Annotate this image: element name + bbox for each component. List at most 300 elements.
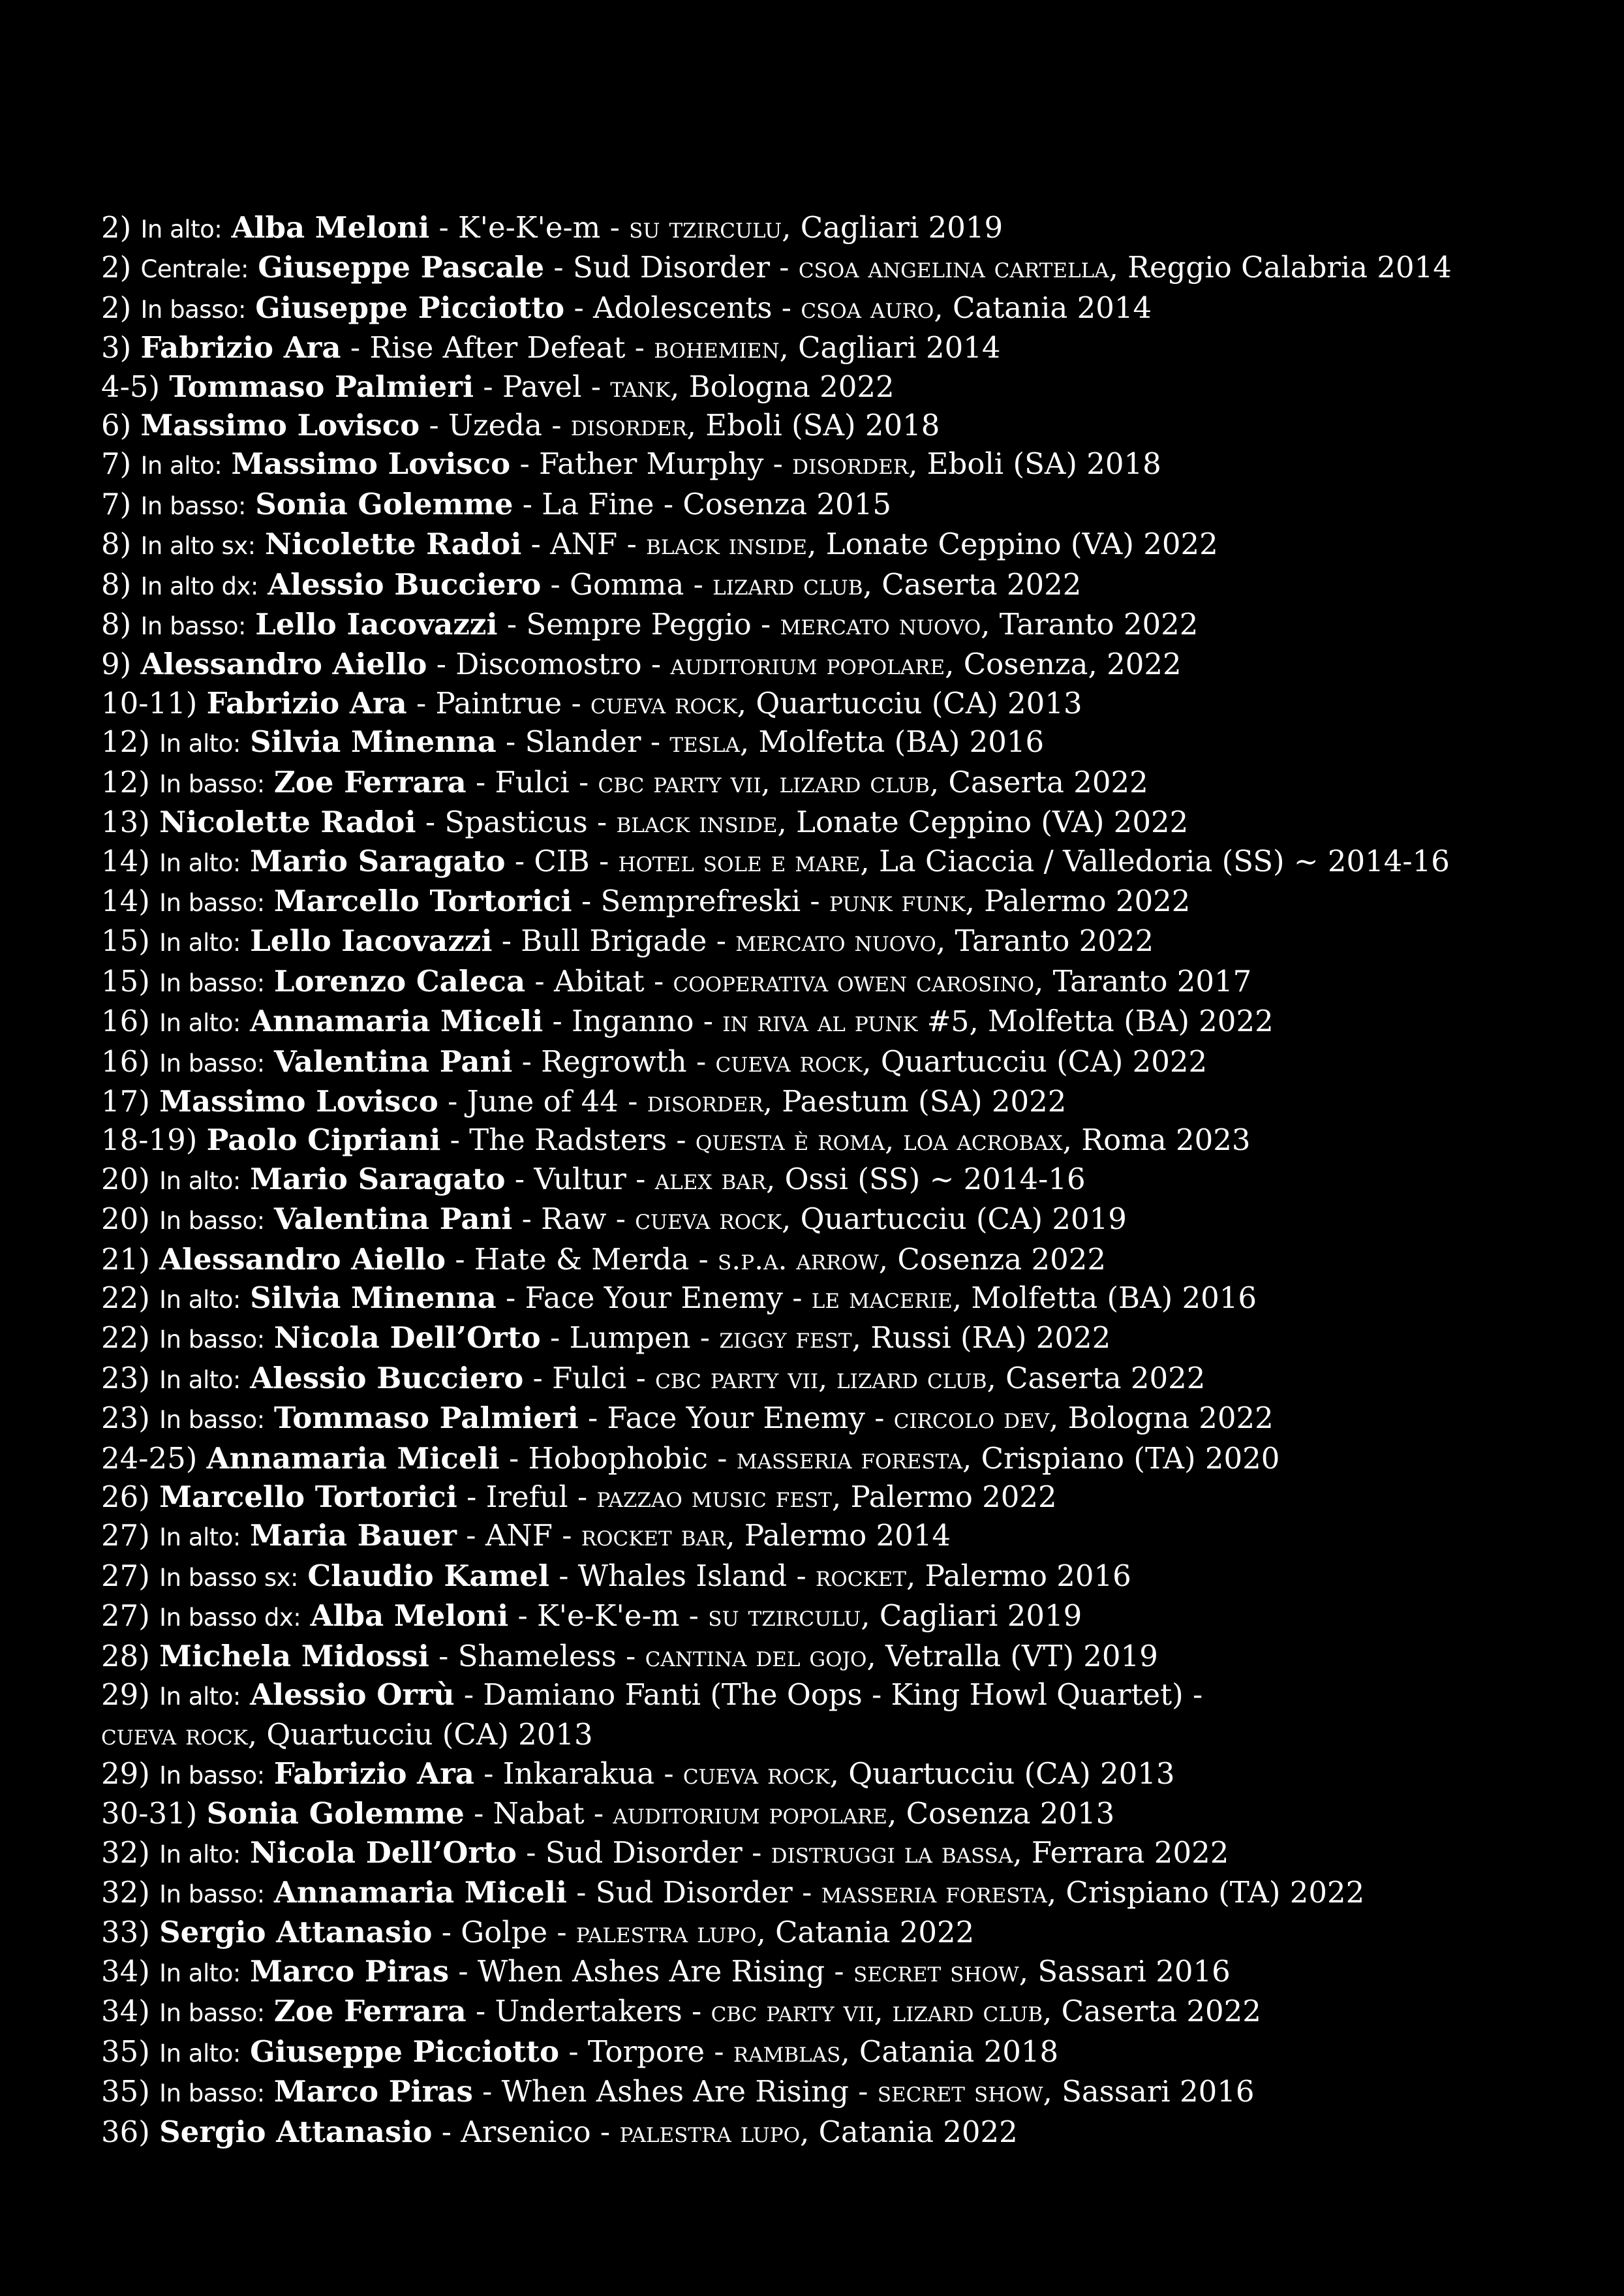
band-name: Sempre Peggio bbox=[526, 607, 752, 642]
credit-number: 27) bbox=[101, 1558, 150, 1593]
credit-number: 8) bbox=[101, 527, 132, 562]
venue-name: black inside bbox=[646, 528, 808, 562]
credit-number: 12) bbox=[101, 764, 150, 799]
band-name: Abitat bbox=[553, 963, 645, 999]
place-year: Roma 2023 bbox=[1081, 1123, 1251, 1158]
band-name: Ireful bbox=[485, 1480, 568, 1514]
credit-line: 12) In basso: Zoe Ferrara - Fulci - cbc party vii, lizard club, Caserta 2022 bbox=[101, 764, 1148, 799]
credit-position: In alto: bbox=[159, 929, 241, 957]
venue-name: csoa angelina cartella bbox=[798, 251, 1109, 285]
place-year: Molfetta (BA) 2022 bbox=[988, 1004, 1274, 1039]
credit-position: In basso: bbox=[159, 1880, 265, 1909]
band-name: Hate & Merda bbox=[474, 1241, 690, 1277]
venue-name: cueva rock bbox=[715, 1045, 863, 1079]
band-name: Fulci bbox=[495, 764, 570, 799]
photographer-name: Mario Saragato bbox=[250, 843, 506, 878]
place-year: Caserta 2022 bbox=[881, 566, 1082, 602]
photographer-name: Alessio Bucciero bbox=[268, 566, 542, 602]
band-name: Paintrue bbox=[435, 685, 562, 721]
photographer-name: Fabrizio Ara bbox=[273, 1756, 474, 1791]
photographer-name: Zoe Ferrara bbox=[273, 764, 467, 799]
venue-name: ziggy fest bbox=[719, 1322, 852, 1356]
photographer-name: Fabrizio Ara bbox=[206, 685, 407, 721]
credit-position: In basso: bbox=[159, 2079, 265, 2108]
photographer-name: Nicola Dell’Orto bbox=[273, 1320, 541, 1356]
venue-name: cueva rock bbox=[635, 1203, 782, 1237]
venue-name: csoa auro bbox=[801, 291, 934, 325]
credit-line: 29) In alto: Alessio Orrù - Damiano Fanti (The Oops - King Howl Quartet) - bbox=[101, 1677, 1203, 1713]
band-name: Whales Island bbox=[577, 1558, 788, 1593]
photographer-name: Claudio Kamel bbox=[307, 1558, 549, 1593]
place-year: Vetralla (VT) 2019 bbox=[885, 1638, 1158, 1673]
place-year: Palermo 2016 bbox=[925, 1558, 1131, 1593]
credit-number: 15) bbox=[101, 963, 150, 999]
venue-name: tank bbox=[610, 370, 670, 404]
credit-number: 9) bbox=[101, 647, 132, 682]
photographer-name: Lello Iacovazzi bbox=[250, 923, 493, 959]
venue-name: auditorium popolare bbox=[613, 1797, 888, 1831]
credit-number: 23) bbox=[101, 1401, 150, 1436]
band-name: Face Your Enemy bbox=[607, 1401, 865, 1436]
credit-line: 7) In alto: Massimo Lovisco - Father Murphy - disorder, Eboli (SA) 2018 bbox=[101, 446, 1161, 482]
credit-line: 17) Massimo Lovisco - June of 44 - disorder, Paestum (SA) 2022 bbox=[101, 1083, 1067, 1119]
credit-number: 23) bbox=[101, 1360, 150, 1395]
band-name: La Fine bbox=[542, 486, 654, 521]
place-year: Cosenza 2015 bbox=[682, 486, 891, 521]
credit-number: 33) bbox=[101, 1915, 150, 1950]
credit-number: 32) bbox=[101, 1875, 150, 1910]
place-year: Lonate Ceppino (VA) 2022 bbox=[796, 805, 1189, 840]
credit-line: 7) In basso: Sonia Golemme - La Fine - Cosenza 2015 bbox=[101, 486, 891, 521]
credit-line: 34) In alto: Marco Piras - When Ashes Are Rising - secret show, Sassari 2016 bbox=[101, 1953, 1231, 1989]
credit-position: In alto: bbox=[159, 1166, 241, 1195]
place-year: Ossi (SS) ~ 2014-16 bbox=[784, 1161, 1086, 1196]
band-name: Arsenico bbox=[461, 2114, 591, 2149]
place-year: La Ciaccia / Valledoria (SS) ~ 2014-16 bbox=[879, 843, 1450, 878]
place-year: Caserta 2022 bbox=[948, 764, 1148, 799]
credit-line: 20) In alto: Mario Saragato - Vultur - alex bar, Ossi (SS) ~ 2014-16 bbox=[101, 1161, 1086, 1196]
place-year: Cosenza 2022 bbox=[897, 1241, 1106, 1277]
credit-position: In basso: bbox=[159, 1326, 265, 1354]
band-name: Inganno bbox=[572, 1004, 694, 1039]
band-name: Sud Disorder bbox=[545, 1835, 743, 1870]
photographer-name: Marcello Tortorici bbox=[159, 1480, 457, 1514]
place-year: Lonate Ceppino (VA) 2022 bbox=[825, 527, 1218, 562]
venue-name: black inside bbox=[616, 806, 778, 840]
band-name: Pavel bbox=[502, 369, 582, 404]
credit-number: 7) bbox=[101, 446, 132, 482]
venue-name: palestra lupo bbox=[619, 2115, 800, 2149]
place-year: Eboli (SA) 2018 bbox=[927, 446, 1161, 482]
credit-number: 17) bbox=[101, 1083, 150, 1119]
credit-number: 26) bbox=[101, 1480, 150, 1514]
credit-line: 23) In alto: Alessio Bucciero - Fulci - cbc party vii, lizard club, Caserta 2022 bbox=[101, 1360, 1206, 1395]
credit-line: 23) In basso: Tommaso Palmieri - Face Your Enemy - circolo dev, Bologna 2022 bbox=[101, 1401, 1274, 1436]
credit-line: 22) In alto: Silvia Minenna - Face Your Enemy - le macerie, Molfetta (BA) 2016 bbox=[101, 1280, 1257, 1315]
credit-position: In basso: bbox=[159, 769, 265, 798]
credit-position: In alto: bbox=[159, 1959, 241, 1987]
photographer-name: Annamaria Miceli bbox=[273, 1875, 567, 1910]
band-name: Rise After Defeat bbox=[369, 330, 626, 365]
credit-number: 14) bbox=[101, 843, 150, 878]
photographer-name: Zoe Ferrara bbox=[273, 1994, 467, 2029]
credit-position: Centrale: bbox=[140, 255, 249, 284]
credit-number: 8) bbox=[101, 607, 132, 642]
photographer-name: Mario Saragato bbox=[250, 1161, 506, 1196]
photographer-name: Giuseppe Pascale bbox=[258, 250, 545, 285]
credit-line: 8) In alto sx: Nicolette Radoi - ANF - black inside, Lonate Ceppino (VA) 2022 bbox=[101, 527, 1218, 562]
credit-position: In basso: bbox=[159, 1207, 265, 1235]
photographer-name: Annamaria Miceli bbox=[250, 1004, 544, 1039]
venue-name: su tzirculu bbox=[629, 211, 782, 245]
photographer-name: Lorenzo Caleca bbox=[273, 963, 526, 999]
place-year: Molfetta (BA) 2016 bbox=[758, 724, 1045, 760]
credit-line: 29) In basso: Fabrizio Ara - Inkarakua - cueva rock, Quartucciu (CA) 2013 bbox=[101, 1756, 1175, 1791]
venue-name: questa è roma, loa acrobax bbox=[695, 1124, 1063, 1158]
venue-name: tesla bbox=[669, 726, 740, 760]
credit-line: 27) In basso sx: Claudio Kamel - Whales Island - rocket, Palermo 2016 bbox=[101, 1558, 1131, 1593]
credit-number: 34) bbox=[101, 1994, 150, 2029]
photographer-name: Alba Meloni bbox=[310, 1598, 509, 1634]
credit-position: In alto: bbox=[159, 1009, 241, 1038]
credit-line: 36) Sergio Attanasio - Arsenico - palestra lupo, Catania 2022 bbox=[101, 2114, 1018, 2149]
credit-number: 21) bbox=[101, 1241, 150, 1277]
venue-name: alex bar bbox=[654, 1162, 766, 1196]
venue-name: disorder bbox=[792, 448, 909, 482]
band-name: Torpore bbox=[587, 2034, 705, 2069]
photographer-name: Nicola Dell’Orto bbox=[250, 1835, 517, 1870]
credit-number: 2) bbox=[101, 250, 132, 285]
venue-name: secret show bbox=[877, 2075, 1043, 2109]
credit-line: 8) In basso: Lello Iacovazzi - Sempre Peggio - mercato nuovo, Taranto 2022 bbox=[101, 607, 1199, 642]
credit-number: 30-31) bbox=[101, 1796, 198, 1831]
credit-number: 12) bbox=[101, 724, 150, 760]
band-name: When Ashes Are Rising bbox=[477, 1953, 825, 1989]
venue-name: masseria foresta bbox=[821, 1876, 1047, 1910]
credit-line: 26) Marcello Tortorici - Ireful - pazzao music fest, Palermo 2022 bbox=[101, 1480, 1057, 1514]
venue-name: in riva al punk #5 bbox=[722, 1005, 970, 1039]
credit-number: 28) bbox=[101, 1638, 150, 1673]
venue-name: su tzirculu bbox=[708, 1600, 861, 1634]
credit-number: 27) bbox=[101, 1598, 150, 1634]
credit-position: In basso: bbox=[159, 888, 265, 917]
credit-position: In alto: bbox=[159, 1840, 241, 1869]
place-year: Russi (RA) 2022 bbox=[870, 1320, 1111, 1356]
photographer-name: Valentina Pani bbox=[273, 1202, 513, 1237]
band-name: Bull Brigade bbox=[521, 923, 707, 959]
band-name: Shameless bbox=[457, 1638, 617, 1673]
place-year: Caserta 2022 bbox=[1005, 1360, 1206, 1395]
place-year: Taranto 2022 bbox=[999, 607, 1199, 642]
credit-number: 7) bbox=[101, 486, 132, 521]
place-year: Cosenza 2013 bbox=[906, 1796, 1115, 1831]
venue-name: palestra lupo bbox=[575, 1916, 757, 1950]
place-year: Catania 2018 bbox=[859, 2034, 1059, 2069]
band-name: Adolescents bbox=[592, 290, 773, 325]
band-name: Father Murphy bbox=[539, 446, 764, 482]
credit-number: 20) bbox=[101, 1161, 150, 1196]
credit-position: In alto: bbox=[159, 730, 241, 758]
venue-name: auditorium popolare bbox=[670, 648, 945, 682]
venue-name: distruggi la bassa bbox=[771, 1836, 1013, 1870]
place-year: Molfetta (BA) 2016 bbox=[971, 1280, 1257, 1315]
credit-line: 3) Fabrizio Ara - Rise After Defeat - bohemien, Cagliari 2014 bbox=[101, 330, 1001, 365]
photographer-name: Michela Midossi bbox=[159, 1638, 429, 1673]
venue-name: cueva rock bbox=[590, 687, 737, 721]
credit-line: 35) In basso: Marco Piras - When Ashes Are Rising - secret show, Sassari 2016 bbox=[101, 2074, 1255, 2109]
venue-name: s.p.a. arrow bbox=[718, 1243, 879, 1277]
credit-line: 22) In basso: Nicola Dell’Orto - Lumpen - ziggy fest, Russi (RA) 2022 bbox=[101, 1320, 1111, 1356]
venue-name: lizard club bbox=[712, 568, 863, 602]
credit-line: 14) In alto: Mario Saragato - CIB - hotel sole e mare, La Ciaccia / Valledoria (SS) ~ 2014-16 bbox=[101, 843, 1450, 878]
place-year: Quartucciu (CA) 2013 bbox=[266, 1717, 593, 1752]
place-year: Catania 2022 bbox=[818, 2114, 1018, 2149]
photographer-name: Massimo Lovisco bbox=[159, 1083, 438, 1119]
place-year: Eboli (SA) 2018 bbox=[705, 408, 940, 443]
credit-position: In alto: bbox=[140, 215, 222, 243]
credit-position: In basso: bbox=[159, 1999, 265, 2028]
photographer-name: Marco Piras bbox=[273, 2074, 473, 2109]
place-year: Cosenza, 2022 bbox=[963, 647, 1182, 682]
band-name: Discomostro bbox=[455, 647, 642, 682]
venue-name: rocket bar bbox=[581, 1519, 726, 1553]
photographer-name: Silvia Minenna bbox=[250, 1280, 497, 1315]
credit-number: 15) bbox=[101, 923, 150, 959]
credit-number: 3) bbox=[101, 330, 132, 365]
credit-position: In basso: bbox=[140, 612, 246, 641]
credit-line: 13) Nicolette Radoi - Spasticus - black inside, Lonate Ceppino (VA) 2022 bbox=[101, 805, 1189, 840]
credit-number: 35) bbox=[101, 2034, 150, 2069]
credit-position: In basso sx: bbox=[159, 1563, 299, 1592]
place-year: Sassari 2016 bbox=[1037, 1953, 1231, 1989]
photographer-name: Annamaria Miceli bbox=[206, 1440, 500, 1476]
credit-line: 27) In basso dx: Alba Meloni - K'e-K'e-m - su tzirculu, Cagliari 2019 bbox=[101, 1598, 1082, 1634]
band-name: Spasticus bbox=[444, 805, 588, 840]
photographer-name: Tommaso Palmieri bbox=[169, 369, 474, 404]
photographer-name: Nicolette Radoi bbox=[159, 805, 416, 840]
credit-line: 20) In basso: Valentina Pani - Raw - cueva rock, Quartucciu (CA) 2019 bbox=[101, 1202, 1127, 1237]
band-name: Semprefreski bbox=[600, 883, 801, 918]
credit-line: 28) Michela Midossi - Shameless - cantina del gojo, Vetralla (VT) 2019 bbox=[101, 1638, 1158, 1673]
credit-line: 12) In alto: Silvia Minenna - Slander - tesla, Molfetta (BA) 2016 bbox=[101, 724, 1045, 760]
credit-line: 21) Alessandro Aiello - Hate & Merda - s.p.a. arrow, Cosenza 2022 bbox=[101, 1241, 1106, 1277]
venue-name: rocket bbox=[816, 1559, 906, 1593]
credit-number: 24-25) bbox=[101, 1440, 198, 1476]
credit-number: 8) bbox=[101, 566, 132, 602]
photographer-name: Silvia Minenna bbox=[250, 724, 497, 760]
credit-position: In alto: bbox=[159, 1523, 241, 1552]
credit-line: 2) Centrale: Giuseppe Pascale - Sud Disorder - csoa angelina cartella, Reggio Calabria 2014 bbox=[101, 250, 1452, 285]
place-year: Quartucciu (CA) 2013 bbox=[848, 1756, 1175, 1791]
band-name: Vultur bbox=[534, 1161, 626, 1196]
credit-position: In alto: bbox=[159, 1683, 241, 1711]
band-name: Inkarakua bbox=[502, 1756, 655, 1791]
band-name: Nabat bbox=[493, 1796, 585, 1831]
photographer-name: Marcello Tortorici bbox=[273, 883, 572, 918]
venue-name: disorder bbox=[570, 409, 687, 443]
band-name: Lumpen bbox=[569, 1320, 691, 1356]
credit-number: 29) bbox=[101, 1677, 150, 1713]
photographer-name: Marco Piras bbox=[250, 1953, 450, 1989]
band-name: Sud Disorder bbox=[572, 250, 770, 285]
credit-position: In basso dx: bbox=[159, 1604, 301, 1632]
credit-number: 22) bbox=[101, 1280, 150, 1315]
band-name: K'e-K'e-m bbox=[537, 1598, 680, 1634]
venue-name: le macerie bbox=[811, 1281, 953, 1315]
place-year: Crispiano (TA) 2022 bbox=[1065, 1875, 1365, 1910]
credit-position: In alto: bbox=[159, 1285, 241, 1314]
photographer-name: Sonia Golemme bbox=[255, 486, 513, 521]
credit-line: 8) In alto dx: Alessio Bucciero - Gomma - lizard club, Caserta 2022 bbox=[101, 566, 1082, 602]
photographer-name: Alessandro Aiello bbox=[140, 647, 427, 682]
photographer-name: Giuseppe Picciotto bbox=[255, 290, 565, 325]
credit-line: 32) In alto: Nicola Dell’Orto - Sud Disorder - distruggi la bassa, Ferrara 2022 bbox=[101, 1835, 1229, 1870]
credit-position: In basso: bbox=[159, 1049, 265, 1078]
credit-number: 36) bbox=[101, 2114, 150, 2149]
venue-name: cueva rock bbox=[101, 1718, 248, 1752]
place-year: Cagliari 2014 bbox=[798, 330, 1001, 365]
place-year: Catania 2022 bbox=[775, 1915, 975, 1950]
venue-name: mercato nuovo bbox=[735, 925, 936, 959]
credit-line: 14) In basso: Marcello Tortorici - Semprefreski - punk funk, Palermo 2022 bbox=[101, 883, 1191, 918]
credit-line: 30-31) Sonia Golemme - Nabat - auditorium popolare, Cosenza 2013 bbox=[101, 1796, 1115, 1831]
venue-name: disorder bbox=[647, 1085, 763, 1119]
credit-line: 32) In basso: Annamaria Miceli - Sud Disorder - masseria foresta, Crispiano (TA) 2022 bbox=[101, 1875, 1365, 1910]
photographer-name: Sergio Attanasio bbox=[159, 1915, 433, 1950]
band-name: Sud Disorder bbox=[595, 1875, 793, 1910]
band-name: Fulci bbox=[552, 1360, 627, 1395]
credit-number: 29) bbox=[101, 1756, 150, 1791]
photographer-name: Paolo Cipriani bbox=[206, 1123, 441, 1158]
venue-name: hotel sole e mare bbox=[618, 845, 861, 878]
venue-name: circolo dev bbox=[893, 1402, 1050, 1436]
photographer-name: Valentina Pani bbox=[273, 1044, 513, 1079]
credit-line: 34) In basso: Zoe Ferrara - Undertakers - cbc party vii, lizard club, Caserta 2022 bbox=[101, 1994, 1261, 2029]
credit-number: 10-11) bbox=[101, 685, 198, 721]
band-name: Hobophobic bbox=[528, 1440, 708, 1476]
credit-position: In alto: bbox=[140, 452, 222, 480]
place-year: Cagliari 2019 bbox=[879, 1598, 1082, 1634]
credit-line: 15) In alto: Lello Iacovazzi - Bull Brigade - mercato nuovo, Taranto 2022 bbox=[101, 923, 1154, 959]
venue-name: masseria foresta bbox=[736, 1442, 962, 1476]
band-name: Uzeda bbox=[448, 408, 542, 443]
credit-line: 16) In alto: Annamaria Miceli - Inganno - in riva al punk #5, Molfetta (BA) 2022 bbox=[101, 1004, 1274, 1039]
credit-position: In alto dx: bbox=[140, 572, 258, 600]
credit-position: In alto: bbox=[159, 1365, 241, 1394]
venue-name: punk funk bbox=[829, 884, 966, 918]
place-year: Taranto 2017 bbox=[1052, 963, 1252, 999]
place-year: Bologna 2022 bbox=[1067, 1401, 1274, 1436]
credit-line: 27) In alto: Maria Bauer - ANF - rocket bar, Palermo 2014 bbox=[101, 1518, 951, 1553]
credit-number: 2) bbox=[101, 290, 132, 325]
place-year: Crispiano (TA) 2020 bbox=[981, 1440, 1280, 1476]
venue-name: cueva rock bbox=[682, 1757, 830, 1791]
credit-number: 6) bbox=[101, 408, 132, 443]
venue-name: cooperativa owen carosino bbox=[673, 965, 1035, 999]
band-name: Raw bbox=[541, 1202, 607, 1237]
place-year: Paestum (SA) 2022 bbox=[782, 1083, 1067, 1119]
band-name: When Ashes Are Rising bbox=[501, 2074, 849, 2109]
credit-line: 15) In basso: Lorenzo Caleca - Abitat - cooperativa owen carosino, Taranto 2017 bbox=[101, 963, 1252, 999]
place-year: Quartucciu (CA) 2019 bbox=[800, 1202, 1127, 1237]
band-name: ANF bbox=[485, 1518, 553, 1553]
photographer-name: Tommaso Palmieri bbox=[273, 1401, 579, 1436]
credit-position: In basso: bbox=[140, 491, 246, 520]
photographer-name: Alessio Bucciero bbox=[250, 1360, 524, 1395]
photographer-name: Giuseppe Picciotto bbox=[250, 2034, 560, 2069]
credit-number: 32) bbox=[101, 1835, 150, 1870]
band-name: Undertakers bbox=[495, 1994, 682, 2029]
venue-name: cantina del gojo bbox=[645, 1639, 867, 1673]
credit-number: 18-19) bbox=[101, 1123, 198, 1158]
place-year: Quartucciu (CA) 2022 bbox=[880, 1044, 1208, 1079]
photographer-name: Massimo Lovisco bbox=[140, 408, 420, 443]
credit-line-continued: cueva rock, Quartucciu (CA) 2013 bbox=[101, 1717, 593, 1752]
band-name: Golpe bbox=[461, 1915, 548, 1950]
place-year: Ferrara 2022 bbox=[1031, 1835, 1229, 1870]
photographer-name: Maria Bauer bbox=[250, 1518, 457, 1553]
credit-line: 18-19) Paolo Cipriani - The Radsters - questa è roma, loa acrobax, Roma 2023 bbox=[101, 1123, 1251, 1158]
photographer-name: Fabrizio Ara bbox=[140, 330, 341, 365]
venue-name: bohemien bbox=[654, 332, 780, 365]
band-name: CIB bbox=[534, 843, 590, 878]
credit-number: 22) bbox=[101, 1320, 150, 1356]
venue-name: pazzao music fest bbox=[596, 1481, 832, 1514]
photographer-name: Alessandro Aiello bbox=[159, 1241, 446, 1277]
photographer-name: Sonia Golemme bbox=[206, 1796, 465, 1831]
credit-line: 10-11) Fabrizio Ara - Paintrue - cueva rock, Quartucciu (CA) 2013 bbox=[101, 685, 1082, 721]
credit-number: 34) bbox=[101, 1953, 150, 1989]
venue-name: cbc party vii, lizard club bbox=[655, 1361, 987, 1395]
place-year: Palermo 2014 bbox=[744, 1518, 951, 1553]
photographer-name: Sergio Attanasio bbox=[159, 2114, 433, 2149]
place-year: Reggio Calabria 2014 bbox=[1127, 250, 1452, 285]
credit-number: 13) bbox=[101, 805, 150, 840]
credit-line: 2) In basso: Giuseppe Picciotto - Adolescents - csoa auro, Catania 2014 bbox=[101, 290, 1152, 325]
place-year: Bologna 2022 bbox=[688, 369, 895, 404]
band-name: June of 44 bbox=[467, 1083, 619, 1119]
credit-position: In basso: bbox=[140, 295, 246, 324]
credit-line: 4-5) Tommaso Palmieri - Pavel - tank, Bologna 2022 bbox=[101, 369, 895, 404]
credit-number: 2) bbox=[101, 210, 132, 245]
credit-number: 4-5) bbox=[101, 369, 161, 404]
venue-name: secret show bbox=[853, 1955, 1019, 1989]
credit-number: 16) bbox=[101, 1004, 150, 1039]
band-name: Gomma bbox=[570, 566, 684, 602]
credit-position: In basso: bbox=[159, 1761, 265, 1790]
photographer-name: Nicolette Radoi bbox=[264, 527, 522, 562]
credit-line: 24-25) Annamaria Miceli - Hobophobic - masseria foresta, Crispiano (TA) 2020 bbox=[101, 1440, 1280, 1476]
venue-name: mercato nuovo bbox=[780, 608, 981, 642]
photographer-name: Massimo Lovisco bbox=[231, 446, 511, 482]
band-name: Regrowth bbox=[541, 1044, 687, 1079]
credit-number: 20) bbox=[101, 1202, 150, 1237]
place-year: Palermo 2022 bbox=[850, 1480, 1057, 1514]
credit-position: In alto: bbox=[159, 2039, 241, 2068]
credit-line: 2) In alto: Alba Meloni - K'e-K'e-m - su tzirculu, Cagliari 2019 bbox=[101, 210, 1004, 245]
credit-position: In alto sx: bbox=[140, 532, 256, 561]
place-year: Palermo 2022 bbox=[984, 883, 1191, 918]
credit-position: In basso: bbox=[159, 1406, 265, 1435]
band-name: K'e-K'e-m bbox=[458, 210, 601, 245]
place-year: Cagliari 2019 bbox=[800, 210, 1004, 245]
venue-name: cbc party vii, lizard club bbox=[711, 1995, 1043, 2029]
band-name: ANF bbox=[550, 527, 618, 562]
photographer-name: Lello Iacovazzi bbox=[255, 607, 498, 642]
band-name: Damiano Fanti (The Oops - King Howl Quartet) bbox=[483, 1677, 1184, 1713]
credit-line: 16) In basso: Valentina Pani - Regrowth - cueva rock, Quartucciu (CA) 2022 bbox=[101, 1044, 1208, 1079]
place-year: Catania 2014 bbox=[952, 290, 1152, 325]
